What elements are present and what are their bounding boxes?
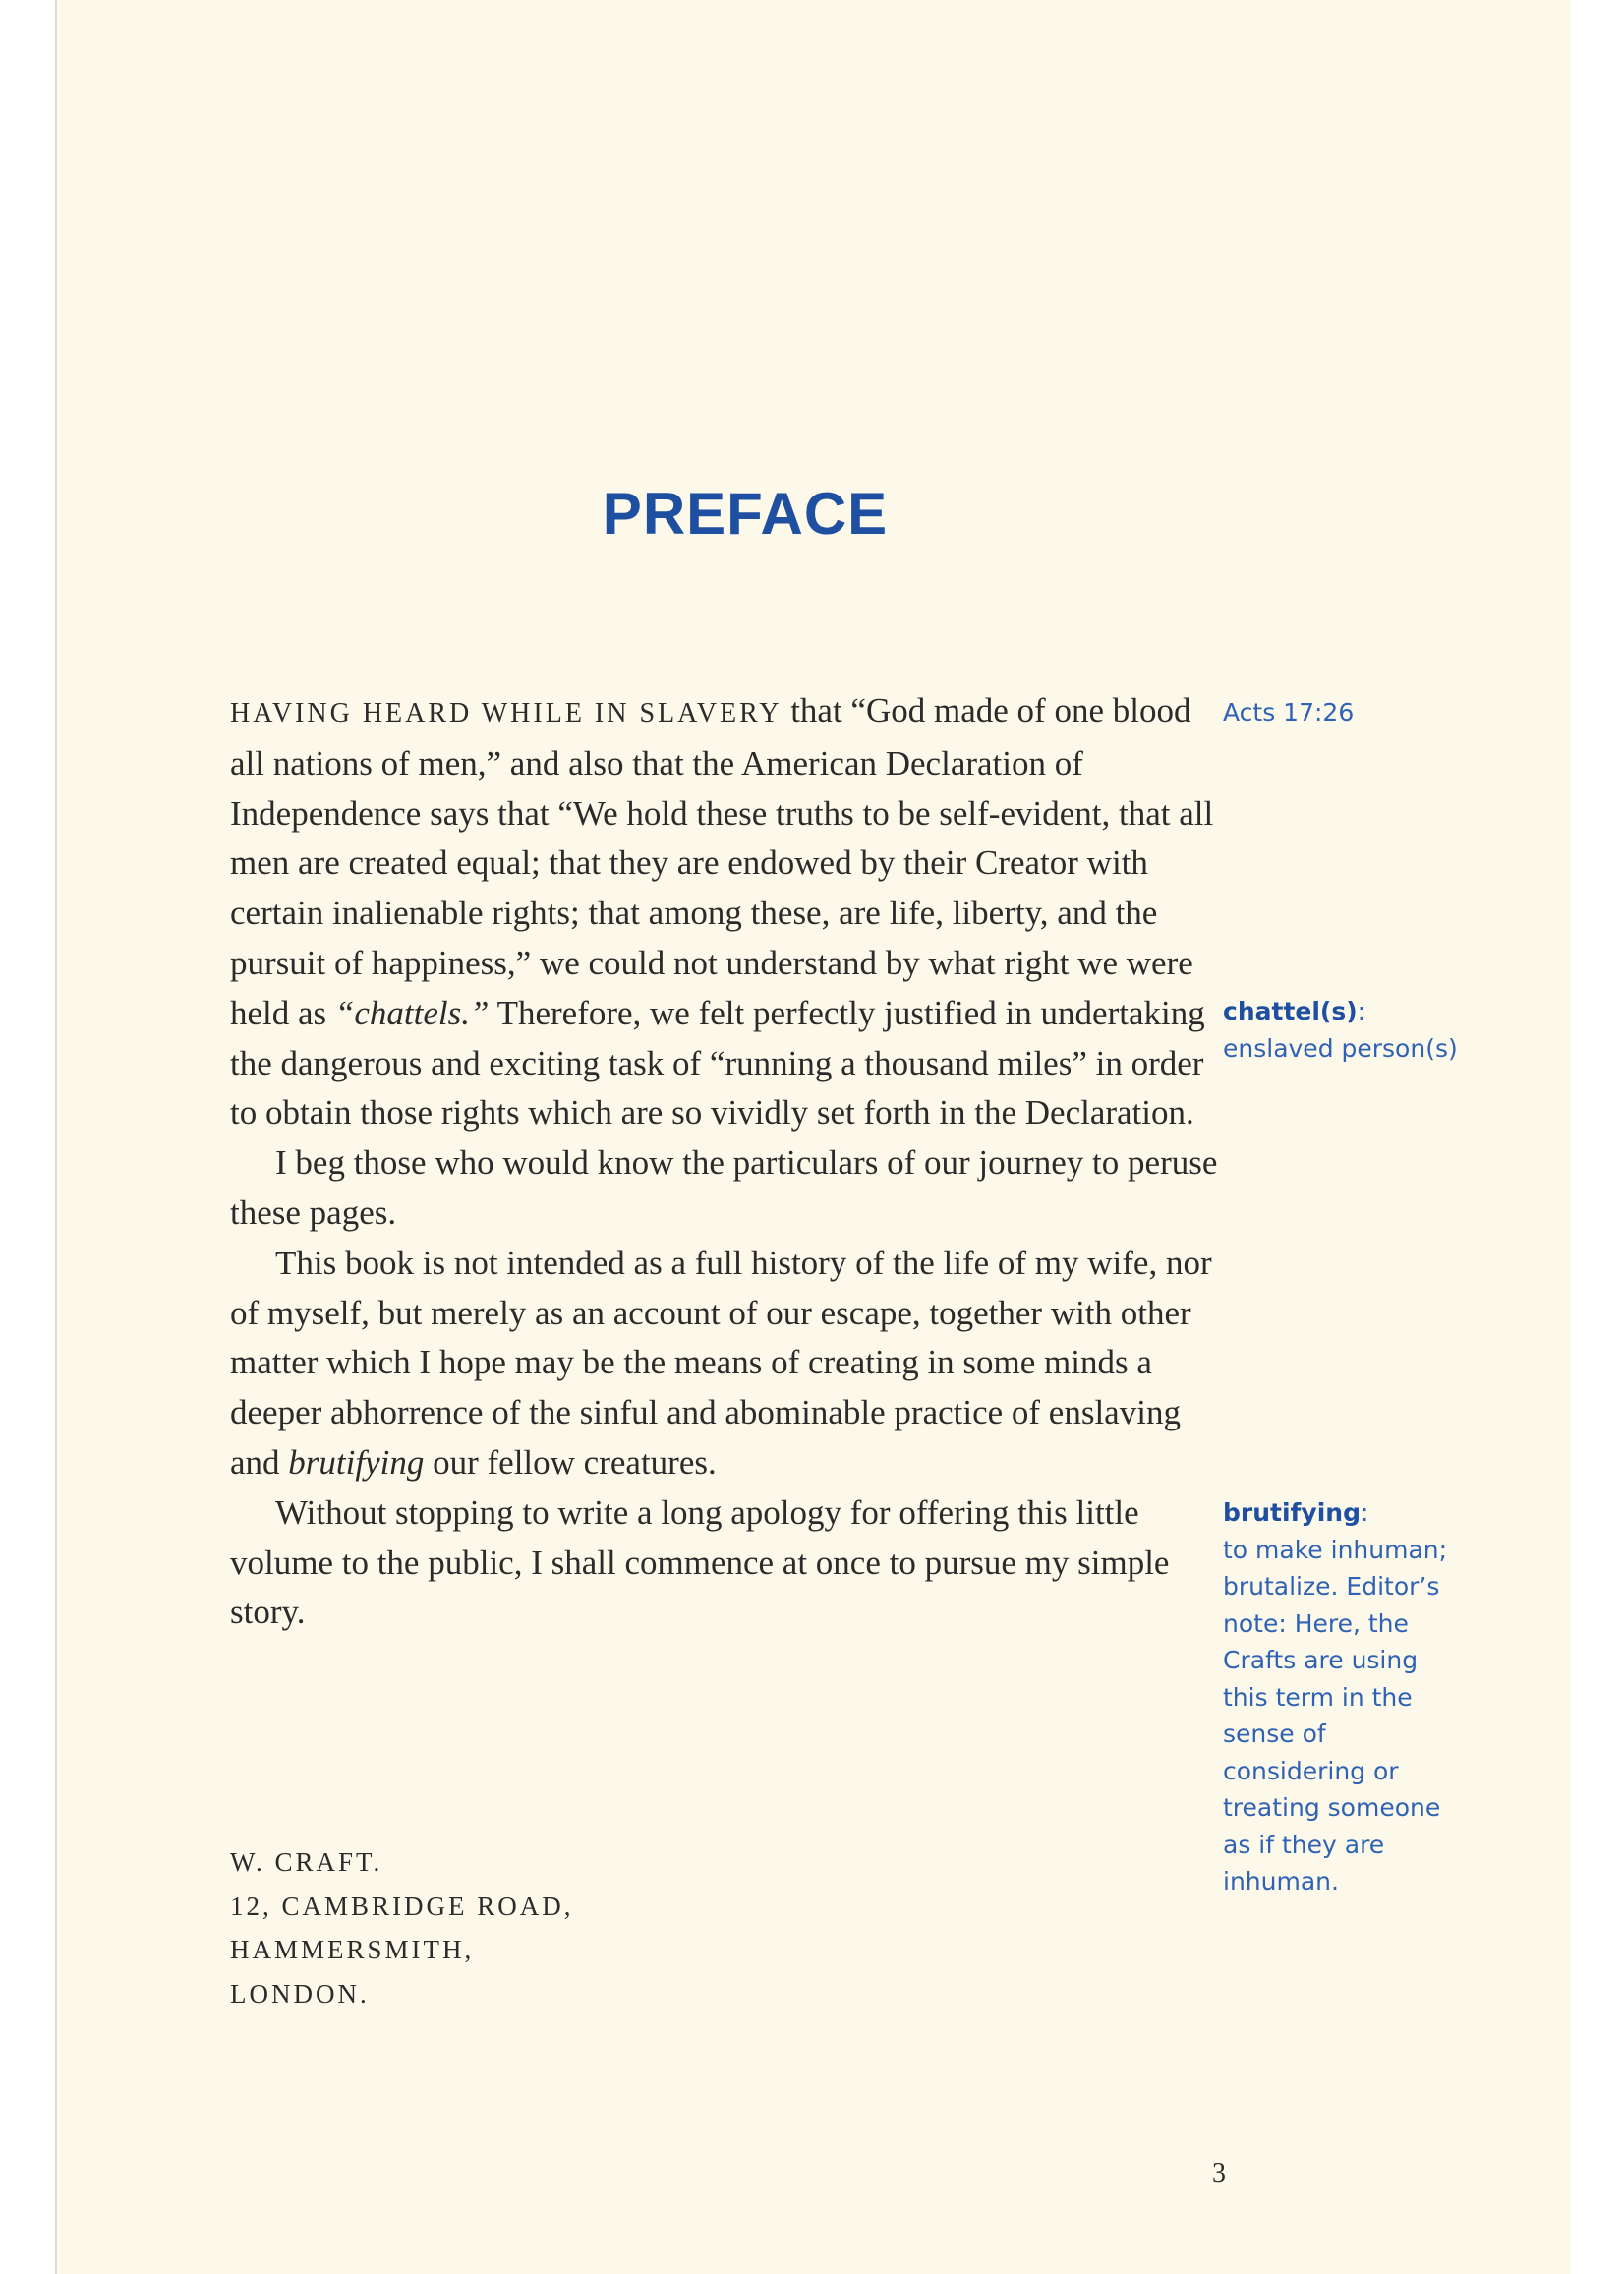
book-page [55,0,1571,2274]
paragraph-1-text-b: Therefore, we felt perfectly justified in undertaking the dangerous and exciting task of “running a thousand miles” in order to obtain those rights which are so vividly set forth in the Declaration. [230,993,1205,1133]
paragraph-lead-in: HAVING HEARD WHILE IN SLAVERY [230,698,783,729]
glossary-term-brutifying: brutifying [1223,1498,1361,1527]
paragraph-1 [230,686,1223,1138]
page-title: PREFACE [602,481,889,547]
glossary-definition-chattel: enslaved person(s) [1223,1033,1458,1063]
chattels-italic: “chattels.” [334,993,490,1032]
preface-body [230,686,1223,1638]
signature-address-line-1: 12, CAMBRIDGE ROAD, [230,1891,574,1921]
paragraph-2: I beg those who would know the particulars of our journey to peruse these pages. [230,1143,1218,1232]
paragraph-4: Without stopping to write a long apology for offering this little volume to the public, I shall commence at once to pursue my simple story. [230,1492,1170,1632]
paragraph-1-text-a: that “God made of one blood all nations of men,” and also that the American Declaration of Independence says that “We hold these truths to be self-evident, that all men are created equal; that they are endowed by their Creator with certain inalienable rights; that among these, are life, liberty, and the pursuit of happiness,” we could not understand by what right we were held as [230,691,1214,1032]
paragraph-3-text-a: This book is not intended as a full history of the life of my wife, nor of myself, but merely as an account of our escape, together with other matter which I hope may be the means of creating in some minds a deeper abhorrence of the sinful and abominable practice of enslaving and [230,1243,1212,1482]
glossary-term-chattel: chattel(s) [1223,997,1358,1025]
margin-note-chattel [1223,993,1469,1067]
signature-block [230,1840,574,2015]
margin-note-acts: Acts 17:26 [1223,698,1355,727]
glossary-colon: : [1357,997,1366,1025]
page-number: 3 [1212,2158,1226,2188]
margin-note-brutifying [1223,1494,1469,1900]
signature-address-line-2: HAMMERSMITH, [230,1935,475,1964]
signature-address-line-3: LONDON. [230,1978,370,2009]
glossary-definition-brutifying: to make inhuman; brutalize. Editor’s note: Here, the Crafts are using this term in the sense of considering or treating someone as if they are inhuman. [1223,1535,1448,1895]
brutifying-italic: brutifying [288,1442,425,1482]
signature-name: W. CRAFT. [230,1847,383,1877]
paragraph-3 [230,1239,1223,1488]
glossary-colon: : [1360,1498,1369,1527]
paragraph-3-text-b: our fellow creatures. [424,1442,717,1482]
